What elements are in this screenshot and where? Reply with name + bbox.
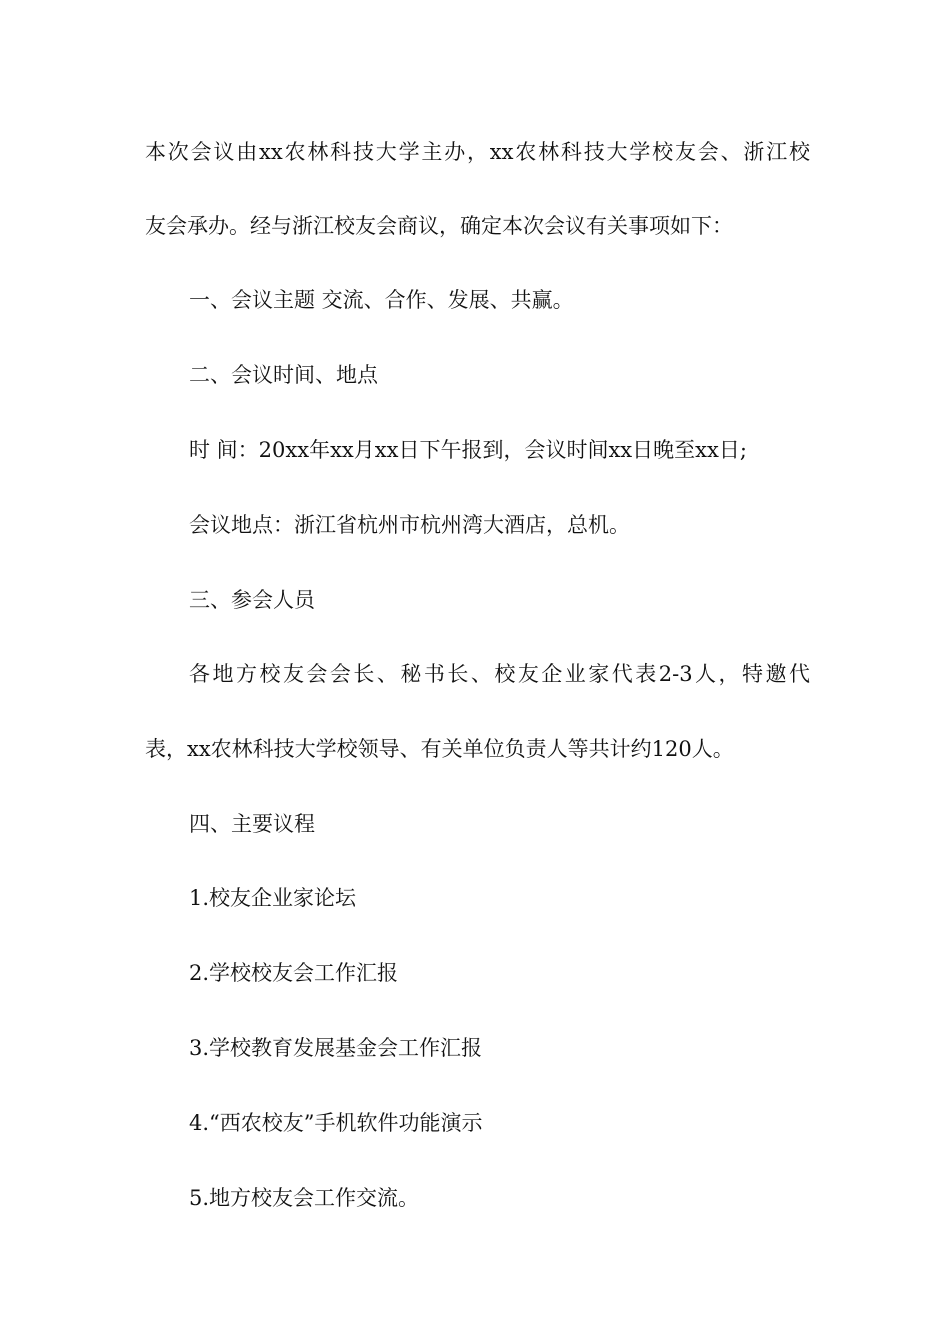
agenda-item-2: 2.学校校友会工作汇报: [189, 961, 399, 985]
section-heading-attendees: 三、参会人员: [189, 588, 315, 612]
attendees-line-2: 表，xx农林科技大学校领导、有关单位负责人等共计约120人。: [145, 737, 734, 761]
paragraph-line-2: 友会承办。经与浙江校友会商议，确定本次会议有关事项如下：: [145, 214, 733, 238]
section-heading-time-place: 二、会议时间、地点: [189, 363, 378, 387]
attendees-line-1: 各地方校友会会长、秘书长、校友企业家代表2-3人，特邀代: [189, 662, 810, 686]
venue-line: 会议地点：浙江省杭州市杭州湾大酒店，总机。: [189, 513, 630, 537]
agenda-item-3: 3.学校教育发展基金会工作汇报: [189, 1036, 483, 1060]
agenda-item-4: 4.“西农校友”手机软件功能演示: [189, 1111, 483, 1135]
time-line: 时 间：20xx年xx月xx日下午报到，会议时间xx日晚至xx日;: [189, 438, 747, 462]
agenda-item-1: 1.校友企业家论坛: [189, 886, 357, 910]
section-heading-agenda: 四、主要议程: [189, 812, 315, 836]
section-heading-theme: 一、会议主题 交流、合作、发展、共赢。: [189, 288, 574, 312]
agenda-item-5: 5.地方校友会工作交流。: [189, 1186, 420, 1210]
paragraph-line-1: 本次会议由xx农林科技大学主办，xx农林科技大学校友会、浙江校: [145, 140, 810, 164]
